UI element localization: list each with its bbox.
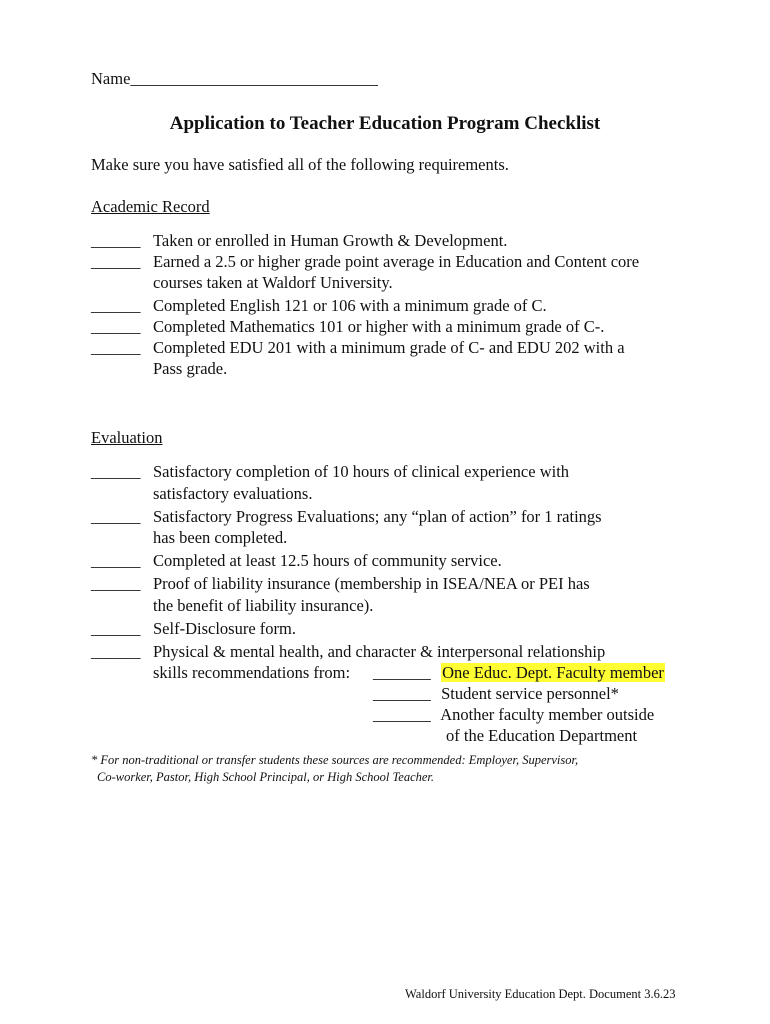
checkbox-blank: ______ <box>91 338 141 357</box>
checkbox-blank: ______ <box>91 551 141 570</box>
checkbox-blank: ______ <box>91 252 141 271</box>
checkbox-blank: ______ <box>91 574 141 593</box>
intro-text: Make sure you have satisfied all of the following requirements. <box>91 155 509 174</box>
recommendation-row <box>373 683 619 704</box>
item-text: Satisfactory Progress Evaluations; any “plan of action” for 1 ratings <box>153 507 602 526</box>
item-text: Physical & mental health, and character & interpersonal relationship <box>153 642 606 661</box>
checkbox-blank: ______ <box>91 317 141 336</box>
checkbox-blank: ______ <box>91 507 141 526</box>
footnote-line: * For non-traditional or transfer students these sources are recommended: Employer, Supervisor, <box>91 753 579 767</box>
page-footer: Waldorf University Education Dept. Document 3.6.23 <box>405 987 676 1001</box>
section-heading-evaluation: Evaluation <box>91 428 163 447</box>
item-text-continued: the benefit of liability insurance). <box>153 596 374 615</box>
item-text: Completed at least 12.5 hours of community service. <box>153 551 502 570</box>
item-text: Taken or enrolled in Human Growth & Development. <box>153 231 508 250</box>
footnote <box>91 752 578 786</box>
checkbox-blank: ______ <box>91 462 141 481</box>
item-text-continued: skills recommendations from: <box>153 663 351 682</box>
item-text: Completed EDU 201 with a minimum grade of C- and EDU 202 with a <box>153 338 625 357</box>
item-text: Self-Disclosure form. <box>153 619 296 638</box>
recommendation-source: Another faculty member outside <box>440 705 655 724</box>
recommendation-source-highlighted: One Educ. Dept. Faculty member <box>442 663 664 682</box>
item-text: Completed English 121 or 106 with a minimum grade of C. <box>153 296 547 315</box>
item-text: Proof of liability insurance (membership in ISEA/NEA or PEI has <box>153 574 590 593</box>
checkbox-blank: ______ <box>91 642 141 661</box>
page-title: Application to Teacher Education Program Checklist <box>169 113 601 134</box>
recommendation-row <box>373 662 665 683</box>
item-text: Completed Mathematics 101 or higher with a minimum grade of C-. <box>153 317 605 336</box>
recommendation-blank: _______ <box>373 663 431 682</box>
recommendation-source-continued: of the Education Department <box>446 726 638 745</box>
item-text-continued: Pass grade. <box>153 359 228 378</box>
item-text-continued: courses taken at Waldorf University. <box>153 273 393 292</box>
item-text: Earned a 2.5 or higher grade point average in Education and Content core <box>153 252 640 271</box>
recommendation-row-continued <box>446 725 637 746</box>
section-heading-academic-record: Academic Record <box>91 197 210 216</box>
item-text-continued: has been completed. <box>153 528 288 547</box>
name-field-line: Name______________________________ <box>91 69 378 88</box>
recommendation-row <box>373 704 654 725</box>
recommendation-blank: _______ <box>373 705 431 724</box>
item-text-continued: satisfactory evaluations. <box>153 484 313 503</box>
footnote-line: Co-worker, Pastor, High School Principal, or High School Teacher. <box>97 770 435 784</box>
checkbox-blank: ______ <box>91 619 141 638</box>
item-text: Satisfactory completion of 10 hours of clinical experience with <box>153 462 570 481</box>
checkbox-blank: ______ <box>91 231 141 250</box>
recommendation-blank: _______ <box>373 684 431 703</box>
recommendation-source: Student service personnel* <box>441 684 619 703</box>
checkbox-blank: ______ <box>91 296 141 315</box>
